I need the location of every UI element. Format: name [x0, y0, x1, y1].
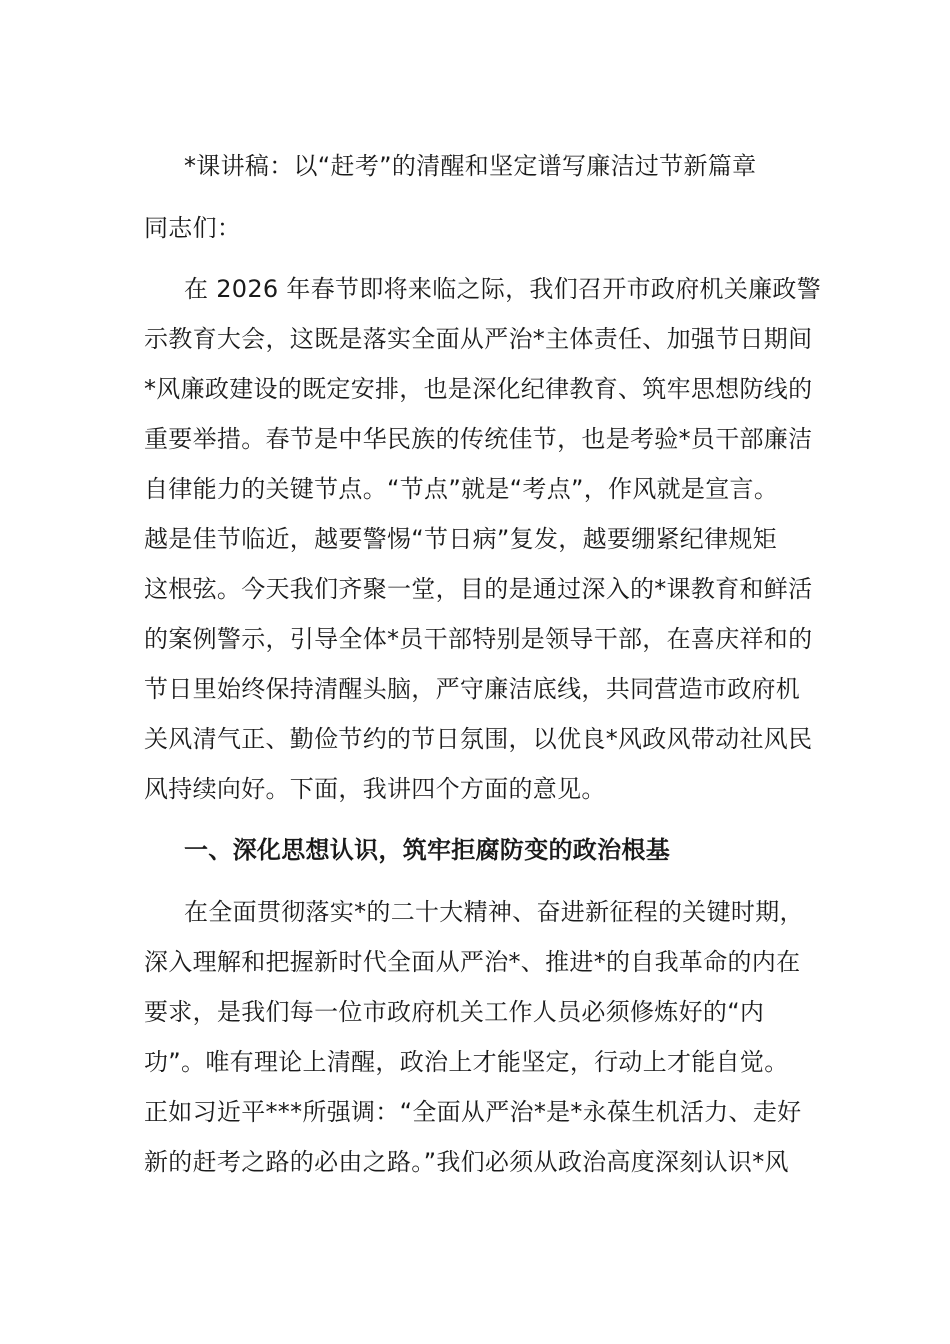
paragraph-1-line: *风廉政建设的既定安排，也是深化纪律教育、筑牢思想防线的 — [144, 375, 813, 403]
paragraph-2-line: 在全面贯彻落实*的二十大精神、奋进新征程的关键时期， — [184, 898, 804, 926]
paragraph-1-line: 越是佳节临近，越要警惕“节日病”复发，越要绷紧纪律规矩 — [144, 525, 777, 553]
paragraph-2-line: 深入理解和把握新时代全面从严治*、推进*的自我革命的内在 — [144, 948, 801, 976]
paragraph-1-line: 自律能力的关键节点。“节点”就是“考点”，作风就是宣言。 — [144, 475, 779, 503]
paragraph-1-line: 风持续向好。下面，我讲四个方面的意见。 — [144, 775, 606, 803]
salutation: 同志们： — [144, 214, 242, 242]
paragraph-1-line: 关风清气正、勤俭节约的节日氛围，以优良*风政风带动社风民 — [144, 725, 813, 753]
document-title: *课讲稿：以“赶考”的清醒和坚定谱写廉洁过节新篇章 — [184, 152, 757, 180]
section-1-heading: 一、深化思想认识，筑牢拒腐防变的政治根基 — [184, 836, 670, 864]
paragraph-1-line: 在 2026 年春节即将来临之际，我们召开市政府机关廉政警 — [184, 275, 822, 303]
paragraph-1-line: 节日里始终保持清醒头脑，严守廉洁底线，共同营造市政府机 — [144, 675, 801, 703]
paragraph-1-line: 示教育大会，这既是落实全面从严治*主体责任、加强节日期间 — [144, 325, 813, 353]
paragraph-2-line: 正如习近平***所强调：“全面从严治*是*永葆生机活力、走好 — [144, 1098, 802, 1126]
paragraph-2-line: 要求，是我们每一位市政府机关工作人员必须修炼好的“内 — [144, 998, 765, 1026]
paragraph-1-line: 重要举措。春节是中华民族的传统佳节，也是考验*员干部廉洁 — [144, 425, 813, 453]
paragraph-2-line: 新的赶考之路的必由之路。”我们必须从政治高度深刻认识*风 — [144, 1148, 789, 1176]
paragraph-2-line: 功”。唯有理论上清醒，政治上才能坚定，行动上才能自觉。 — [144, 1048, 789, 1076]
paragraph-1-line: 的案例警示，引导全体*员干部特别是领导干部，在喜庆祥和的 — [144, 625, 813, 653]
paragraph-1-line: 这根弦。今天我们齐聚一堂，目的是通过深入的*课教育和鲜活 — [144, 575, 813, 603]
